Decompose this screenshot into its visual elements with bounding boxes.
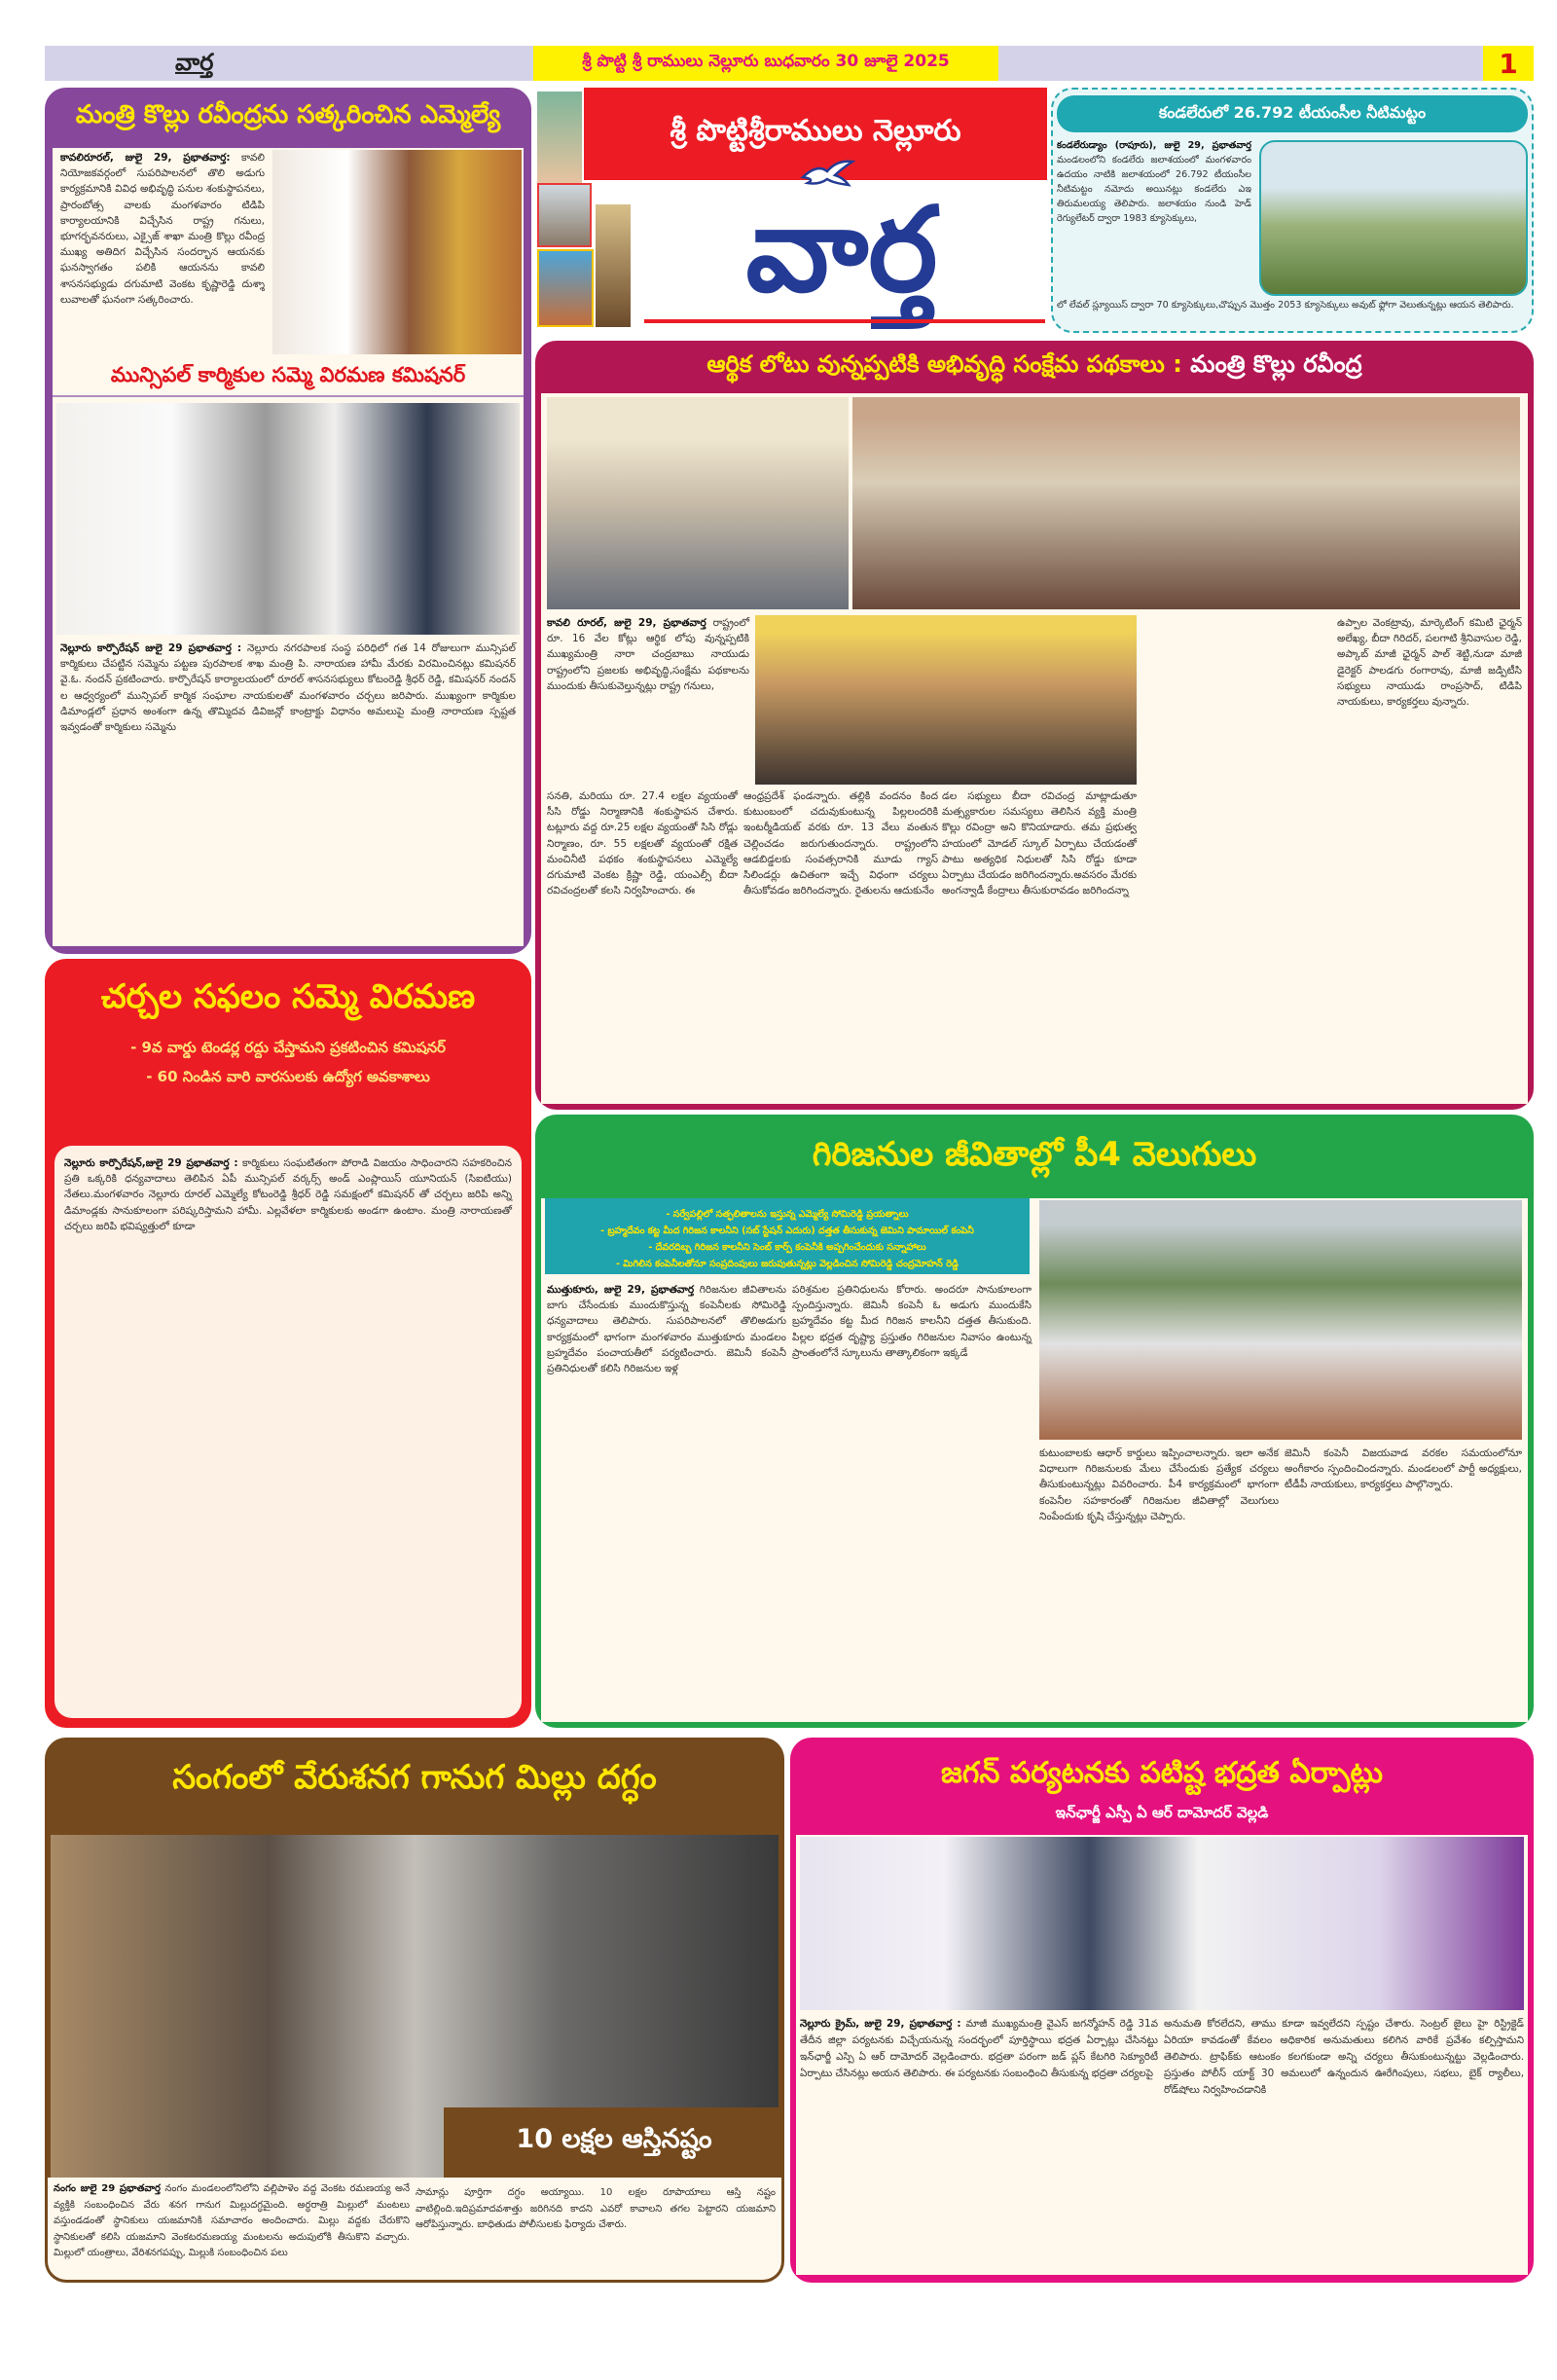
- headline: సంగంలో వేరుశనగ గానుగ మిల్లు దగ్ధం: [172, 1758, 657, 1797]
- body-text: మండలంలోని కండలేరు జలాశయంలో మంగళవారం ఉదయం నాటికి జలాశయంలో 26.792 టీయంసీల నీటిమట్టం నమోదు అయినట్లు కండలేరు ఎఇ తిరుమలయ్య తెలిపారు. జలాశయం నుండి హెడ్ రెగ్యులేటర్ ద్వారా 1983 క్యూసెక్కులు,: [1057, 155, 1251, 224]
- logo-underline: [644, 319, 1045, 323]
- subhead: - బ్రహ్మదేవం కట్ట మీద గిరిజన కాలనీని (సబ్ స్టేషన్ ఎదురు) దత్తత తీసుకున్న జెమిని పామాయిల్ కంపెనీ: [600, 1226, 974, 1236]
- article-content: [541, 393, 1528, 1104]
- page-number: 1: [1483, 46, 1534, 81]
- dateline: నంగం జులై 29 ప్రభాతవార్త: [54, 2183, 161, 2194]
- body-text: అనుమతి కోరలేదని, తాము కూడా ఇవ్వలేదని స్పష్టం చేశారు. సెంట్రల్ జైలు హై రిస్ట్రిక్టెడ్ ఏరియా కావడంతో కేవలం అధికారిక అనుమతులు కలిగిన వారికే ప్రవేశం కల్పిస్తామని తెలిపారు. ట్రాఫిక్‌కు ఆటంకం కలగకుండా అన్ని చర్యలు తీసుకుంటున్నట్టు వెల్లడించారు. ప్రస్తుతం పోలీస్ యాక్ట్ 30 అమలులో ఉన్నందున ఊరేగింపులు, సభలు, బైక్ ర్యాలీలు, రోడ్‌షోలు నిర్వహించడానికి: [1164, 2018, 1524, 2096]
- article-text: [547, 1282, 786, 1376]
- body-text: నెల్లూరు నగరపాలక సంస్థ పరిధిలో గత 14 రోజులుగా మున్సిపల్ కార్మికులు చేపట్టిన సమ్మెను పట్టణ పురపాలక శాఖ మంత్రి పి. నారాయణ హామీ మేరకు విరమించినట్లు కమిషనర్ వై.ఓ. నందన్ ప్రకటించారు. కార్పొరేషన్ కార్యాలయంలో రూరల్ శాసనసభ్యులు కోటంరెడ్డి శ్రీధర్ రెడ్డి, కమిషనర్ నందన్ ల ఆధ్వర్యంలో మున్సిపల్ కార్మిక సంఘాల నాయకులతో మంగళవారం చర్చలు జరిపారు. ముఖ్యంగా కార్మికుల డిమాండ్లలో ప్రధాన అంశంగా ఉన్న తొమ్మిదవ డివిజన్లో కాంట్రాక్టు విధానం అమలుపై మంత్రి నారాయణ స్పష్టత ఇవ్వడంతో కార్మికులు సమ్మెను: [60, 642, 516, 734]
- subhead: ఇన్‌ఛార్జీ ఎస్పీ ఏ ఆర్ దామోదర్ వెల్లడి: [1055, 1804, 1269, 1821]
- dateline: కండలేరుడ్యాం (రాపూరు), జులై 29, ప్రభాతవార్త: [1057, 140, 1251, 151]
- article-text: [1057, 138, 1251, 226]
- dateline: నెల్లూరు కార్పొరేషన్,జులై 29 ప్రభాతవార్త :: [64, 1157, 238, 1169]
- portrait-image: [537, 92, 582, 183]
- article-welfare-schemes: [535, 341, 1534, 1110]
- photo-caption: 10 లక్షల ఆస్తినష్టం: [444, 2107, 784, 2178]
- edition-title: శ్రీ పొట్టిశ్రీరాములు నెల్లూరు: [670, 113, 961, 148]
- body-text: సామాన్లు పూర్తిగా దగ్ధం అయ్యాయి. 10 లక్షల రూపాయాలు ఆస్తి నష్టం వాటిల్లింది.ఇదిప్రమాదవశాత్తు జరిగినది కాదని ఎవరో కావాలని తగల పెట్టారని యజమాని ఆరోపిస్తున్నారు. బాధితుడు పోలీసులకు ఫిర్యాదు చేశారు.: [416, 2187, 776, 2231]
- body-text: ఆంధ్రప్రదేశ్ ఫండన్నారు. తల్లికి వందనం కింద కుటుంబంలో చదువుకుంటున్న పిల్లలందరికి ఇంటర్మీడియట్ వరకు రూ. 13 వేలు వంతున చెల్లించడం జరుగుతుందన్నారు. రాష్ట్రంలోని ఆడబిడ్డలకు సంవత్సరానికి మూడు గ్యాస్ సిలిండర్లు ఉచితంగా ఇచ్చే విధంగా చర్యలు తీసుకోవడం జరిగిందన్నారు. రైతులను ఆదుకునేం: [743, 790, 938, 897]
- dateline: నెల్లూరు కార్పొరేషన్ జులై 29 ప్రభాతవార్త :: [60, 642, 242, 654]
- bridge-image: [537, 183, 592, 247]
- body-text: ఉప్పాల వెంకట్రావు, మార్కెటింగ్ కమిటి ఛైర్మన్ అలేఖ్య, బీదా గిరిదర్, పలగాటి శ్రీనివాసుల రెడ్డి, అప్కాబ్ మాజీ ఛైర్మన్ పాల్ శెట్టి,నుడా మాజీ డైరెక్టర్ పాలడగు రంగారావు, మాజీ జడ్పిటీసి సభ్యులు నాయుడు రాంప్రసాద్, టిడిపి నాయకులు, కార్యకర్తలు వున్నారు.: [1337, 617, 1522, 709]
- dateline: కావలిరూరల్, జులై 29, ప్రభాతవార్త:: [60, 152, 231, 164]
- article-jagan-security: [790, 1738, 1534, 2283]
- photo-tribal-visit: [1039, 1200, 1522, 1440]
- body-text: డల సభ్యులు బీదా రవిచంద్ర మాట్లాడుతూ మత్స్యకారుల సమస్యలు తెలిసిన వ్యక్తి మంత్రి కొల్లు రవింద్రా అని కొనియాడారు. తమ ప్రభుత్వ హయంలో మోడల్ స్కూల్ ఏర్పాటు చేయడంతో పాటు అత్యధిక నిధులతో సిసి రోడ్డు కూడా ఏర్పాటు చేయడం జరిగిందన్నారు.అవసరం మేరకు అంగన్వాడీ కేంద్రాలు తీసుకురావడం జరిగిందన్నా: [942, 790, 1137, 897]
- body-text: జెమినీ కంపెనీ విజయవాడ వరకల సమయంలోనూ అంగీకారం స్పందించిందన్నారు. మండలంలో పార్టీ అధ్యక్షులు, టీడీపీ నాయకులు, కార్యకర్తలు పాల్గొన్నారు.: [1285, 1447, 1522, 1491]
- article-minister-felicitated: [45, 88, 531, 954]
- article-text: [800, 2016, 1158, 2082]
- headline: చర్చల సఫలం సమ్మె విరమణ: [100, 977, 476, 1016]
- dateline: కావలి రూరల్, జులై 29, ప్రభాతవార్త: [547, 617, 706, 629]
- port-image: [537, 249, 594, 327]
- headline: కండలేరులో 26.792 టీయంసీల నీటిమట్టం: [1057, 95, 1528, 132]
- article-content: [541, 1198, 1528, 1722]
- article-content: [45, 2178, 784, 2283]
- article-text: [547, 615, 749, 694]
- photo-commissioner-meeting: [56, 403, 520, 635]
- headline: జగన్ పర్యటనకు పటిష్ట భద్రత ఏర్పాట్లు: [940, 1756, 1384, 1790]
- headline: గిరిజనుల జీవితాల్లో పీ4 వెలుగులు: [812, 1135, 1257, 1174]
- body-text: రాష్ట్రంలో రూ. 16 వేల కోట్లు ఆర్థిక లోపు వున్నప్పటికి ముఖ్యమంత్రి నారా చంద్రబాబు నాయుడు రాష్ట్రంలోని ప్రజలకు అభివృద్ధి,సంక్షేమ పథకాలను ముందుకు తీసుకువెల్తున్నట్లు రాష్ట్ర గనులు,: [547, 617, 750, 692]
- article-content: [54, 1146, 522, 1718]
- body-text: సనతి, మరియు రూ. 27.4 లక్షల వ్యయంతో సీసి రోడ్డు నిర్మాణానికి శంకుస్థాపన చేశారు. టట్లూరు వద్ద రూ.25 లక్షల వ్యయంతో సిసి రోడ్లు నిర్మాణం, రూ. 55 లక్షలతో వ్యయంతో రక్షిత మంచినీటి పథకం శంకుస్థాపనలు ఎమ్మెల్యే దగుమాటి వెంకట క్రిష్ణా రెడ్డి, యంఎల్సీ బీదా రవిచంద్రలతో కలసి నిర్వహించారు. ఈ: [547, 790, 738, 897]
- subhead-box: [545, 1198, 1030, 1274]
- subheadline: మున్సిపల్ కార్మికుల సమ్మె విరమణ కమిషనర్: [53, 360, 524, 397]
- article-content: [796, 1835, 1528, 2275]
- paper-name-small: వార్త: [175, 48, 214, 76]
- article-talks-success: [45, 959, 531, 1728]
- headline-part1: ఆర్థిక లోటు వున్నప్పటికి అభివృద్ధి సంక్షేమ పథకాలు :: [706, 350, 1182, 378]
- dateline: ముత్తుకూరు, జులై 29, ప్రభాతవార్త: [547, 1284, 695, 1296]
- subhead: - 60 నిండిన వారి వారసులకు ఉద్యోగ అవకాశాలు: [146, 1068, 430, 1085]
- photo-minister-speech: [547, 397, 849, 609]
- subhead: - 9వ వార్డు టెండర్ల రద్దు చేస్తామని ప్రకటించిన కమిషనర్: [130, 1039, 446, 1056]
- edition-date: శ్రీ పొట్టి శ్రీ రాములు నెల్లూరు బుధవారం 30 జూలై 2025: [533, 46, 998, 81]
- body-text: కార్మికులు సంఘటితంగా పోరాడి విజయం సాధించారని సహకరించిన ప్రతి ఒక్కరికి ధన్యవాదాలు తెలిపిన ఏపీ మున్సిపల్ వర్కర్స్ అండ్ ఎంప్లాయిస్ యూనియన్ (సిఐటియు) నేతలు.మంగళవారం నెల్లూరు రూరల్ ఎమ్మెల్యే కోటంరెడ్డి శ్రీధర్ రెడ్డి సమక్షంలో కమిషనర్ తో చర్చలు జరిపి అన్ని డిమాండ్లకు సానుకూలంగా పరిష్కరిస్తామని హామీ. ఎల్లవేళలా కార్మికులకు అండగా ఉంటాం. మంత్రి నారాయణతో చర్చలు జరిపి భవిష్యత్తులో కూడా: [64, 1157, 512, 1232]
- photo-inauguration: [755, 615, 1137, 785]
- dateline: నెల్లూరు క్రైమ్, జులై 29, ప్రభాతవార్త :: [800, 2018, 961, 2030]
- subhead: - మిగిలిన కంపెనీలతోనూ సంప్రదింపులు జరుపుతున్నట్లు వెల్లడించిన సోమిరెడ్డి చంద్రమోహన్ రెడ్డి: [615, 1259, 960, 1269]
- article-tribal-p4: [535, 1115, 1534, 1728]
- body-text: పరిశ్రమల ప్రతినిధులను కోరారు. అందరూ సానుకూలంగా స్పందిస్తున్నారు. జెమినీ కంపెనీ ఓ అడుగు ముందుకేసి బ్రహ్మదేవం కట్ట మీద గిరిజన కాలనీని దత్తత తీసుకుంది. పిల్లల భద్రత దృష్ట్యా ప్రస్తుతం గిరిజనుల నివాసం ఉంటున్న ప్రాంతంలోనే స్కూలును తాత్కాలికంగా ఇక్కడే: [792, 1284, 1032, 1359]
- subhead: - దేవరదిబ్బ గిరిజన కాలనీని సెంబ్ కార్ప్ కంపెనీకి అప్పగించేందుకు సన్నాహాలు: [648, 1242, 926, 1253]
- photo-felicitation: [272, 150, 522, 354]
- subhead: - సర్వేపల్లిలో సత్ఫలితాలను ఇస్తున్న ఎమ్మెల్యే సోమిరెడ్డి ప్రయత్నాలు: [666, 1209, 909, 1220]
- article-text: [60, 150, 265, 308]
- article-text: [64, 1155, 512, 1234]
- photo-reservoir: [1259, 140, 1528, 296]
- body-text: నంగం మండలంలోనిలోని వల్లిపాళెం వద్ద వెంకట రమణయ్య అనే వ్యక్తికి సంబంధించిన వేరు శనగ గానుగ మిల్లుదగ్ధమైంది. అర్ధరాత్రి మిల్లులో మంటలు వస్తుండడంతో స్థానికులు యజమానికి సమాచారం అందించారు. మిల్లు వద్దకు చేరుకొని స్థానికులతో కలిసి యజమాని వెంకటరమణయ్య మంటలను అదుపులోకి తీసుకొని వచ్చారు. మిల్లులో యంత్రాలు, వేరిశనగపప్పు, మిల్లుకి సంబంధించిన పలు: [54, 2183, 411, 2259]
- article-text: [60, 641, 516, 735]
- body-text: లో లేవల్ స్ల్యూయిస్ ద్వారా 70 క్యూసెక్కులు,చొప్పున మొత్తం 2053 క్యూసెక్కులు అవుట్ ఫ్లోగా వెలుతున్నట్లు ఆయన తెలిపారు.: [1057, 300, 1514, 311]
- body-text: కావలి నియోజకవర్గంలో సుపరిపాలనలో తొలి అడుగు కార్యక్రమానికి వివిధ అభివృద్ధి పనుల శంకుస్థాపనలు, ప్రారంబోత్స వాలకు మంగళవారం టిడిపి కార్యాలయానికి విచ్చేసిన రాష్ట్ర గనులు, భూగర్భవనరులు, ఎక్సైజ్ శాఖా మంత్రి కొల్లు రవీంద్ర ముఖ్య అతిదిగ విచ్చేసిన సందర్భాన ఆయనకు ఘనస్వాగతం పలికి ఆయనను కావలి శాసనసభ్యుడు దగుమాటి వెంకట కృష్ణారెడ్డి దుశ్శా లువాలతో ఘనంగా సత్కరించారు.: [60, 152, 265, 306]
- headline: [535, 341, 1534, 393]
- article-content: [53, 148, 524, 946]
- paper-logo: వార్త: [745, 181, 938, 318]
- body-text: మాజీ ముఖ్యమంత్రి వైఎస్ జగన్మోహన్ రెడ్డి 31వ తేదీన జిల్లా పర్యటనకు విచ్చేయనున్న సందర్భంలో పూర్తిస్థాయి భద్రత ఏర్పాట్లు చేసినట్టు ఇన్‌ఛార్జీ ఎస్పి ఏ ఆర్ దామోదర్ వెల్లడించారు. భద్రతా పరంగా జడ్ ప్లస్ కేటగిరి సెక్యూరిటీ ఏర్పాటు చేసినట్లు అయన తెలిపారు. ఈ పర్యటనకు సంబంధించి తీసుకున్న భద్రతా చర్యలపై: [800, 2018, 1158, 2079]
- article-kandaleru: [1051, 88, 1534, 333]
- article-text: [54, 2181, 410, 2262]
- headline: మంత్రి కొల్లు రవీంద్రను సత్కరించిన ఎమ్మెల్యే: [75, 100, 501, 129]
- headline-part2: మంత్రి కొల్లు రవీంద్ర: [1190, 350, 1362, 378]
- photo-minister-group: [852, 397, 1520, 609]
- body-text: గిరిజనుల జీవితాలను బాగు చేసేందుకు ముందుకొస్తున్న కంపెనీలకు సోమిరెడ్డి ధన్యవాదాలు తెలిపారు. సుపరిపాలనలో తొలిఅడుగు కార్యక్రమంలో భాగంగా మంగళవారం ముత్తుకూరు మండలం బ్రహ్మదేవం పంచాయతీలో పర్యటించారు. జెమినీ కంపెనీ ప్రతినిధులతో కలిసి గిరిజనుల ఇళ్ల: [547, 1284, 786, 1375]
- photo-press-meet: [800, 1837, 1524, 2010]
- body-text: కుటుంబాలకు ఆధార్ కార్డులు ఇప్పించాలన్నారు. ఇలా అనేక విధాలుగా గిరిజనులకు మేలు చేసేందుకు ప్రత్యేక చర్యలు తీసుకుంటున్నట్లు వివరించారు. పీ4 కార్యక్రమంలో భాగంగా కంపెనీల సహకారంతో గిరిజనుల జీవితాల్లో వెలుగులు నింపేందుకు కృషి చేస్తున్నట్లు చెప్పారు.: [1039, 1447, 1279, 1522]
- temple-image: [596, 204, 631, 327]
